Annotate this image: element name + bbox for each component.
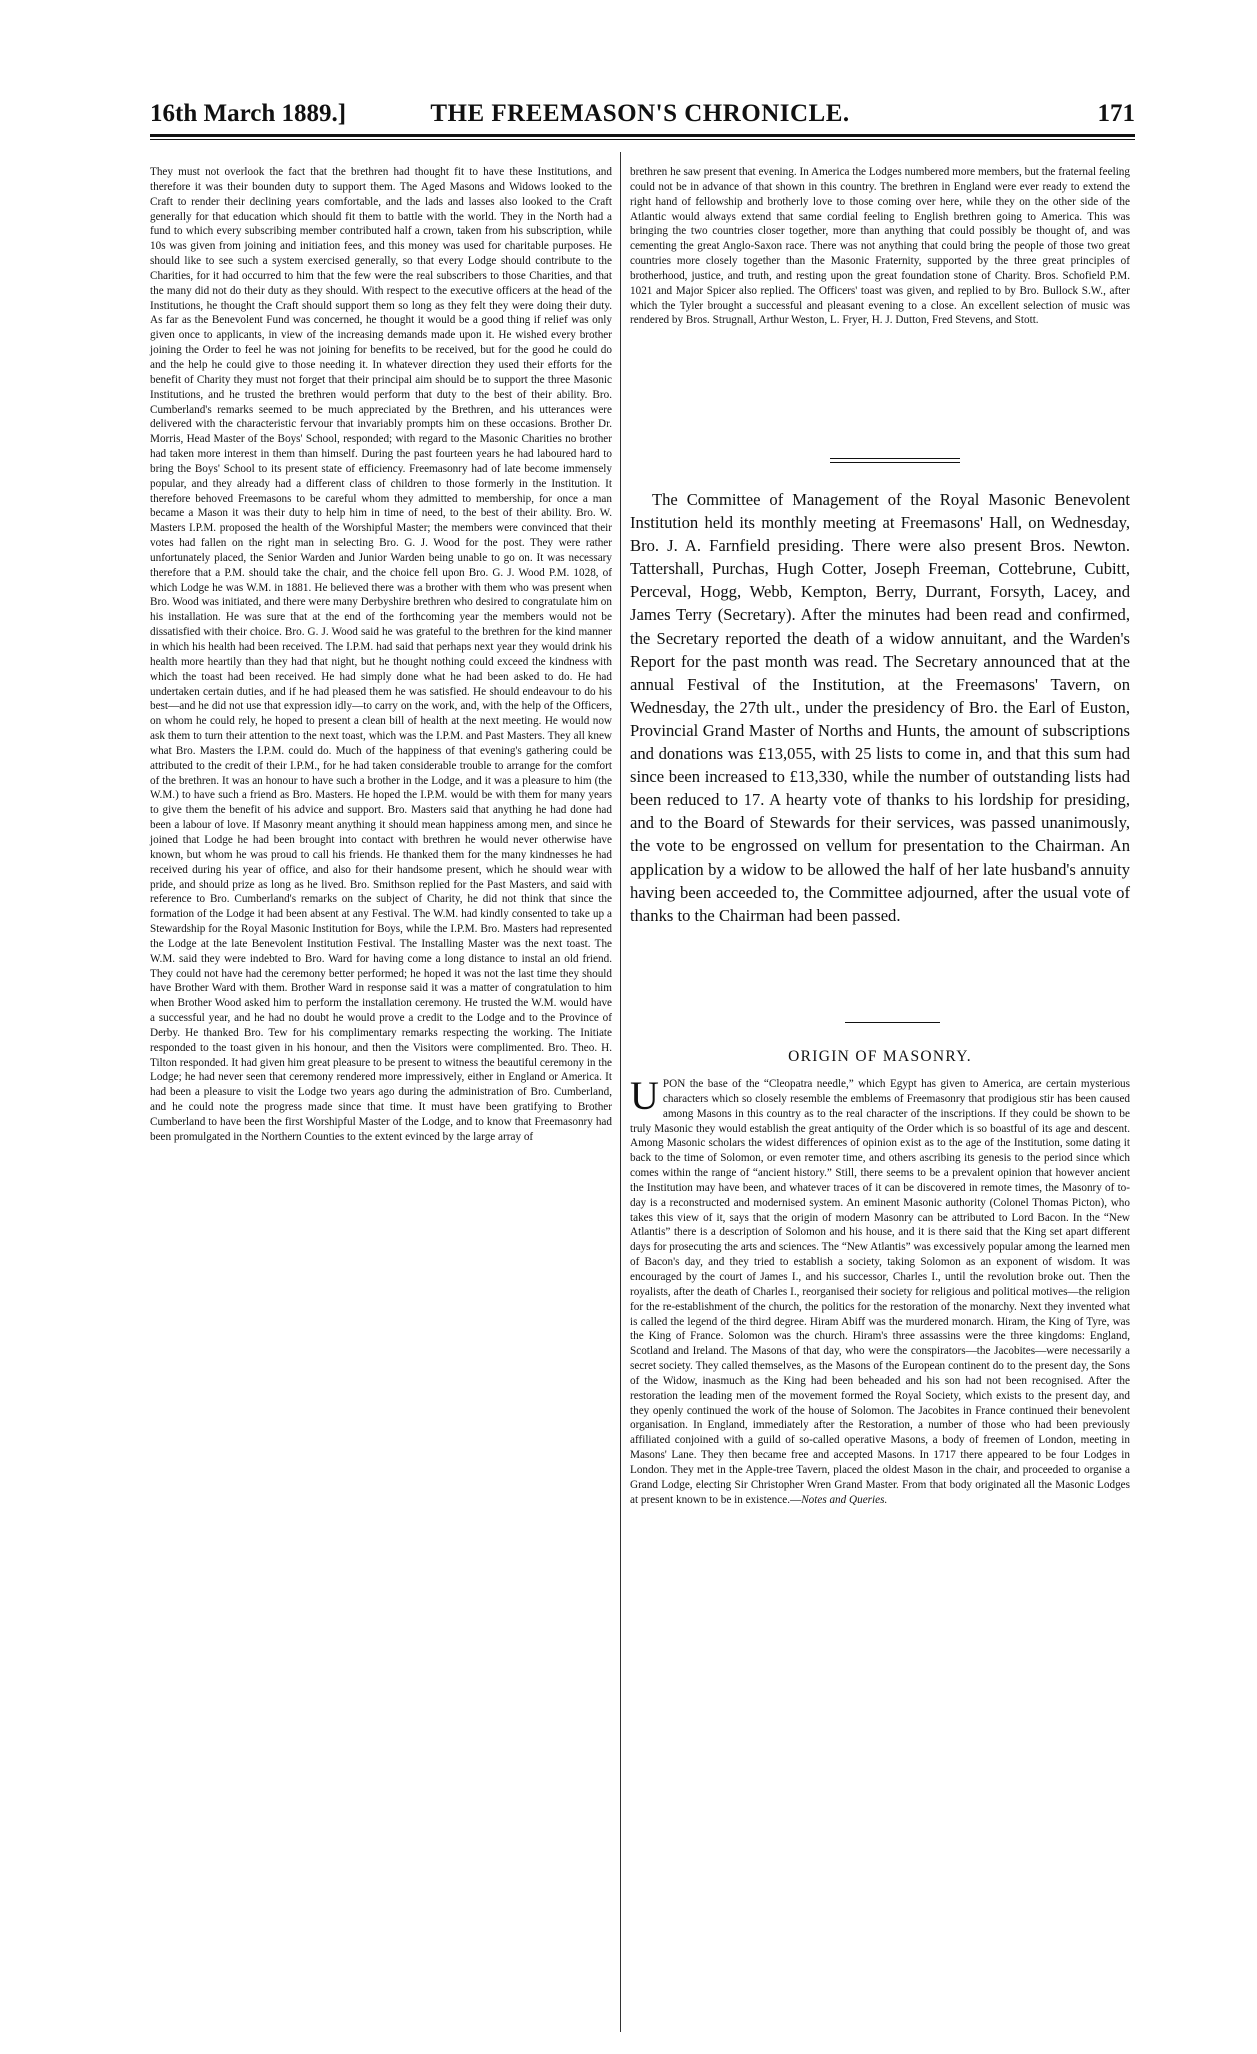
publication-title: THE FREEMASON'S CHRONICLE. [430,100,850,127]
origin-article [630,1073,1130,1507]
committee-report-text: The Committee of Management of the Royal Masonic Benevolent Institution held its monthly meeting at Freemasons' Hall, on Wednesday, Bro. J. A. Farnfield presiding. There were also present Bros. Newton. Tattershall, Purchas, Hugh Cotter, Joseph Freeman, Cottebrune, Cubitt, Perceval, Hogg, Webb, Kempton, Berry, Durrant, Forsyth, Lacey, and James Terry (Secretary). After the minutes had been read and confirmed, the Secretary reported the death of a widow annuitant, and the Warden's Report for the past month was read. The Secretary announced that at the annual Festival of the Institution, at the Freemasons' Tavern, on Wednesday, the 27th ult., under the presidency of Bro. the Earl of Euston, Provincial Grand Master of Norths and Hunts, the amount of subscriptions and donations was £13,055, with 25 lists to come in, and that this sum had since been increased to £13,330, while the number of outstanding lists had been reduced to 17. A hearty vote of thanks to his lordship for presiding, and to the Board of Stewards for their services, was passed unanimously, the vote to be engrossed on vellum for presentation to the Chairman. An application by a widow to be allowed the half of her late husband's annuity having been acceeded to, the Committee adjourned, after the usual vote of thanks to the Chairman had been passed. [630,490,1130,925]
header-rule-thin [150,139,1135,140]
article-source: Notes and Queries. [801,1493,888,1506]
section-double-rule [830,458,960,466]
column-divider [620,152,621,2032]
right-column-continuation [630,165,1130,328]
lodge-report-text: They must not overlook the fact that the brethren had thought fit to have these Institutions, and therefore it was their bounden duty to support them. The Aged Masons and Widows looked to the Craft to render their declining years comfortable, and the lads and lasses also looked to the Craft generally for that education which should fit them to battle with the world. They in the North had a fund to which every subscribing member contributed half a crown, taken from his subscription, while 10s was given from joining and initiation fees, and this money was used for charitable purposes. He should like to see such a system exercised generally, so that every Lodge should contribute to the Charities, for it had occurred to him that the few were the real subscribers to those Charities, and that the many did not do their duty as they should. With respect to the executive officers at the head of the Institutions, he thought the Craft should support them so long as they felt they were doing their duty. As far as the Benevolent Fund was concerned, he thought it would be a good thing if relief was only given once to applicants, in view of the increasing demands made upon it. He wished every brother joining the Order to feel he was not joining for benefits to be received, but for the good he could do and the help he could give to those needing it. In whatever direction they used their efforts for the benefit of Charity they must not forget that their principal aim should be to support the three Masonic Institutions, and he trusted the brethren would perform that duty to the best of their ability. Bro. Cumberland's remarks seemed to be much appreciated by the Brethren, and his utterances were delivered with the characteristic fervour that invariably prompts him on these occasions. Brother Dr. Morris, Head Master of the Boys' School, responded; with regard to the Masonic Charities no brother had taken more interest in them than himself. During the past fourteen years he had laboured hard to bring the Boys' School to its present state of efficiency. Freemasonry had of late become immensely popular, and they already had a different class of children to those formerly in the Institution. It therefore behoved Freemasons to be careful whom they admitted to membership, for once a man became a Mason it was their duty to help him in time of need, to the best of their ability. Bro. W. Masters I.P.M. proposed the health of the Worshipful Master; the members were convinced that their votes had fallen on the right man in selecting Bro. G. J. Wood for the post. They were rather unfortunately placed, the Senior Warden and Junior Warden being unable to go on. It was necessary therefore that a P.M. should take the chair, and the choice fell upon Bro. G. J. Wood P.M. 1028, of which Lodge he was W.M. in 1881. He believed there was a brother with them who was present when Bro. Wood was initiated, and there were many Derbyshire brethren who desired to congratulate him on his installation. He was sure that at the end of the forthcoming year the members would not be dissatisfied with their choice. Bro. G. J. Wood said he was grateful to the brethren for the kind manner in which his health had been received. The I.P.M. had said that perhaps next year they would drink his health more heartily than they had that night, but he thought nothing could exceed the kindness with which the toast had been received. He had simply done what he had been asked to do. He had undertaken certain duties, and if he had pleased them he was satisfied. He should endeavour to do his best—and he did not use that expression idly—to carry on the work, and, with the help of the Officers, on whom he could rely, he hoped to present a clean bill of health at the next meeting. He would now ask them to turn their attention to the next toast, which was the I.P.M. and Past Masters. They all knew what Bro. Masters the I.P.M. could do. Much of the happiness of that evening's gathering could be attributed to the credit of their I.P.M., for he had taken considerable trouble to arrange for the comfort of the brethren. It was an honour to have such a brother in the Lodge, and it was a pleasure to him (the W.M.) to have such a friend as Bro. Masters. He hoped the I.P.M. would be with them for many years to give them the benefit of his advice and support. Bro. Masters said that anything he had done had been a labour of love. If Masonry meant anything it should mean happiness among men, and since he joined that Lodge he had been brought into contact with brethren he would never otherwise have known, but whom he was proud to call his friends. He thanked them for the many kindnesses he had received during his year of office, and also for their handsome present, which he should wear with pride, and should prize as long as he lived. Bro. Smithson replied for the Past Masters, and said with reference to Bro. Cumberland's remarks on the subject of Charity, he did not think that since the formation of the Lodge it had been absent at any Festival. The W.M. had kindly consented to take up a Stewardship for the Royal Masonic Institution for Boys, while the I.P.M. Bro. Masters had represented the Lodge at the late Benevolent Institution Festival. The Installing Master was the next toast. The W.M. said they were indebted to Bro. Ward for having come a long distance to instal an old friend. They could not have had the ceremony better performed; he hoped it was not the last time they should have Brother Ward with them. Brother Ward in response said it was a matter of congratulation to him when Brother Wood asked him to perform the installation ceremony. He trusted the W.M. would have a successful year, and he had no doubt he would prove a credit to the Lodge and to the Province of Derby. He thanked Bro. Tew for his complimentary remarks respecting the working. The Initiate responded to the toast given in his honour, and then the Visitors were complimented. Bro. Theo. H. Tilton responded. It had given him great pleasure to be present to witness the beautiful ceremony in the Lodge; he had never seen that ceremony rendered more impressively, either in England or America. It had been a pleasure to visit the Lodge two years ago during the administration of Bro. Cumberland, and he could note the progress made since that time. It must have been gratifying to Brother Cumberland to have been the first Worshipful Master of the Lodge, and to know that Freemasonry had been promulgated in the Northern Counties to the extent evinced by the large array of [150,166,612,1143]
article-heading: ORIGIN OF MASONRY. [788,1048,972,1065]
origin-article-text: PON the base of the “Cleopatra needle,” which Egypt has given to America, are certain mysterious characters which so closely resemble the emblems of Freemasonry that prodigious stir has been caused among Masons in this country as to the real character of the inscriptions. If they could be shown to be truly Masonic they would establish the great antiquity of the Order which is so boastful of its age and descent. Among Masonic scholars the widest differences of opinion exist as to the age of the Institution, some dating it back to the time of Solomon, or even remoter time, and others ascribing its genesis to the period since which comes within the range of “ancient history.” Still, there seems to be a prevalent opinion that however ancient the Institution may have been, and whatever traces of it can be discovered in remote times, the Masonry of to-day is a reconstructed and modernised system. An eminent Masonic authority (Colonel Thomas Picton), who takes this view of it, says that the origin of modern Masonry can be attributed to Lord Bacon. In the “New Atlantis” there is a description of Solomon and his house, and it is there said that the King set apart different days for prosecuting the arts and sciences. The “New Atlantis” was excessively popular among the learned men of Bacon's day, and they tried to establish a society, taking Solomon as an exponent of wisdom. It was encouraged by the court of James I., and his successor, Charles I., until the revolution broke out. Then the royalists, after the death of Charles I., reorganised their society for religious and political motives—the religion for the re-establishment of the church, the politics for the restoration of the monarchy. Next they invented what is called the legend of the third degree. Hiram Abiff was the murdered monarch. Hiram, the King of Tyre, was the King of France. Solomon was the church. Hiram's three assassins were the three kingdoms: England, Scotland and Ireland. The Masons of that day, who were the conspirators—the Jacobites—were necessarily a secret society. They called themselves, as the Masons of the European continent do to the present day, the Sons of the Widow, inasmuch as the King had been beheaded and his son had not been recognised. After the restoration the leading men of the movement formed the Royal Society, which exists to the present day, and they openly continued the work of the house of Solomon. The Jacobites in France continued their benevolent organisation. In England, immediately after the Restoration, a number of those who had been previously affiliated conjoined with a guild of so-called operative Masons, a body of freemen of London, meeting in Masons' Lane. They then became free and accepted Masons. In 1717 there appeared to be four Lodges in London. They met in the Apple-tree Tavern, placed the oldest Mason in the chair, and proceeded to organise a Grand Lodge, electing Sir Christopher Wren Grand Master. From that body originated all the Masonic Lodges at present known to be in existence.— [630,1078,1130,1506]
page-number: 171 [1097,100,1135,127]
issue-date: 16th March 1889.] [150,100,347,127]
left-column [150,165,612,1145]
running-header [150,100,1135,136]
header-rule [150,134,1135,137]
article-separator [845,1022,940,1023]
drop-cap: U [630,1073,659,1118]
origin-article-body [630,1073,1130,1507]
committee-report [630,488,1130,927]
lodge-report-continued-text: brethren he saw present that evening. In America the Lodges numbered more members, but the fraternal feeling could not be in advance of that shown in this country. The brethren in England were ever ready to extend the right hand of fellowship and brotherly love to those coming over here, while they on the other side of the Atlantic would always extend that same cordial feeling to English brethren going to America. This was bringing the two countries closer together, more than anything that could possibly be thought of, and was cementing the great Anglo-Saxon race. There was not anything that could bring the people of those two great countries more closely together than the Masonic Fraternity, supported by the three great principles of brotherhood, justice, and truth, and resting upon the great foundation stone of Charity. Bros. Schofield P.M. 1021 and Major Spicer also replied. The Officers' toast was given, and replied to by Bro. Bullock S.W., after which the Tyler brought a successful and pleasant evening to a close. An excellent selection of music was rendered by Bros. Strugnall, Arthur Weston, L. Fryer, H. J. Dutton, Fred Stevens, and Stott. [630,166,1130,327]
